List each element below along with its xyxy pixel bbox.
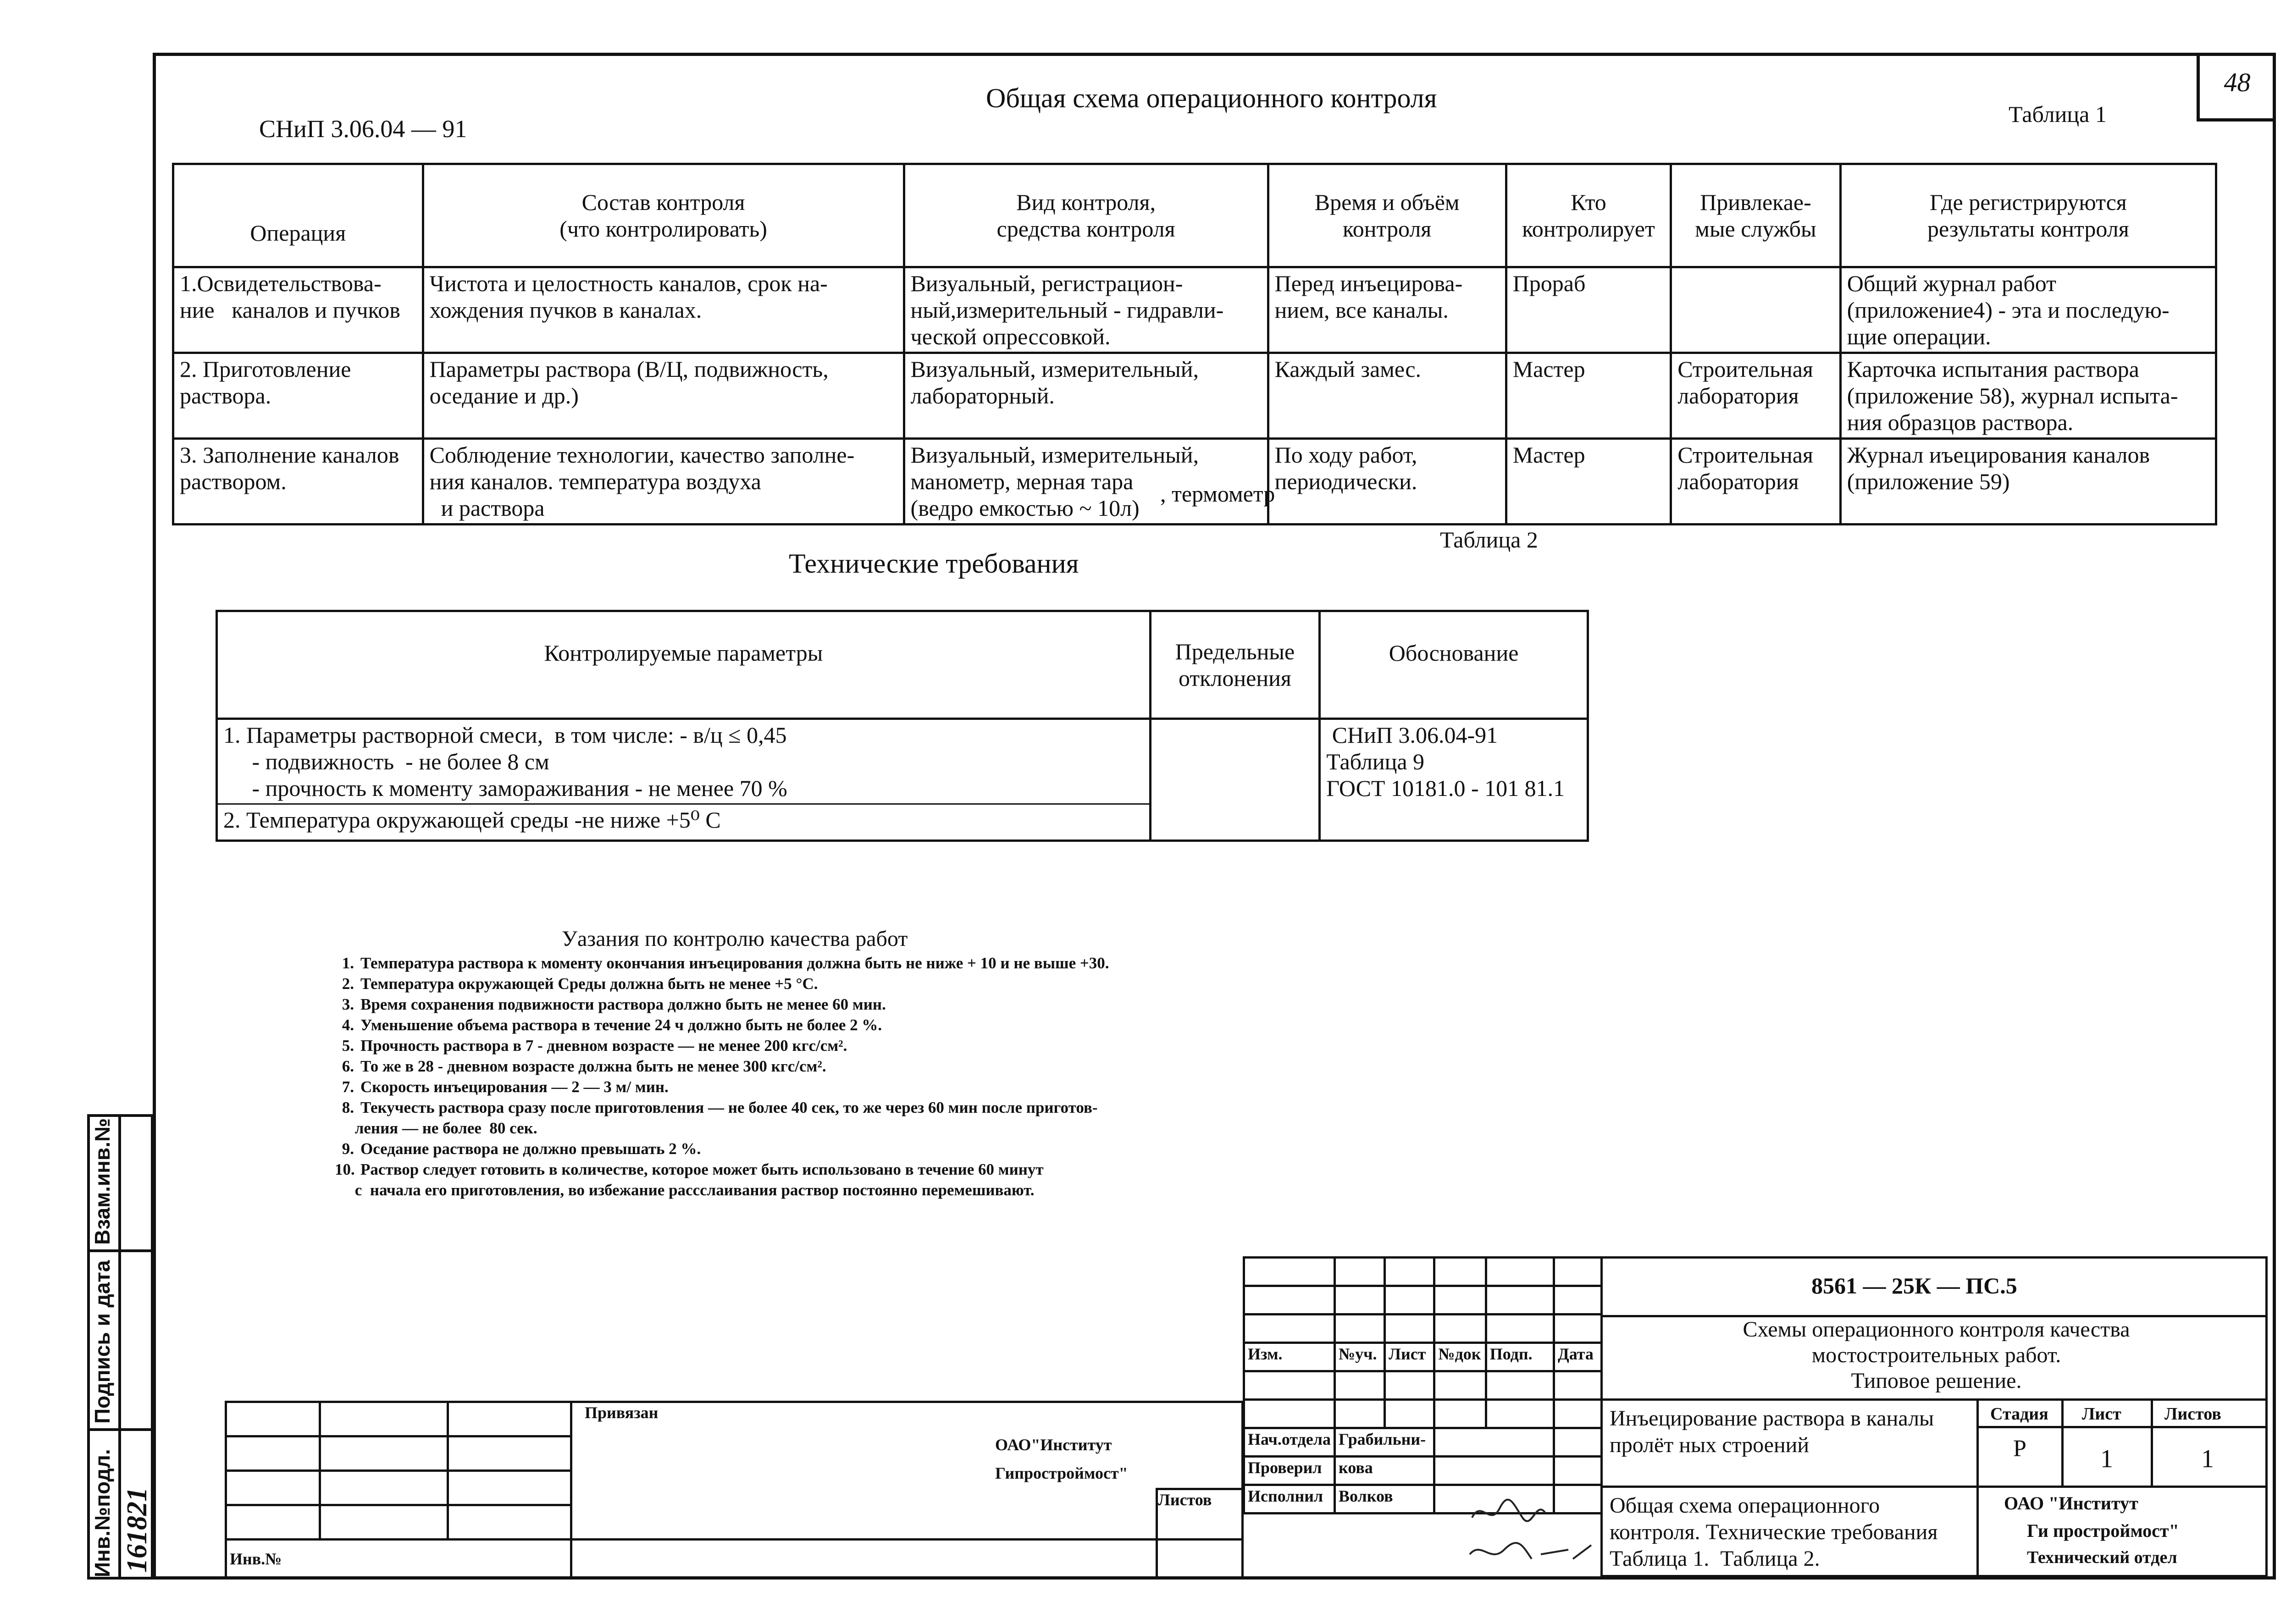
table-cell: Строительная лаборатория	[1671, 353, 1840, 439]
role-label: Исполнил	[1244, 1485, 1335, 1514]
sheets-small-label: Листов	[1158, 1491, 1212, 1509]
table-cell: По ходу работ, периодически.	[1268, 439, 1506, 525]
note-number: 4.	[342, 1016, 354, 1034]
revision-header-row	[1244, 1343, 1602, 1371]
divider	[87, 1249, 154, 1252]
table-cell: 2. Температура окружающей среды -не ниже +5⁰ С	[217, 804, 1151, 841]
org-line1: ОАО "Институт	[2004, 1493, 2138, 1514]
table-cell: Строительная лаборатория	[1671, 439, 1840, 525]
org-line3: Технический отдел	[2027, 1548, 2177, 1567]
table1-overflow-note: , термометр	[1160, 481, 1275, 507]
table1-header-cell: Где регистрируются результаты контроля	[1840, 164, 2216, 267]
sheet-label: Лист	[2082, 1404, 2121, 1424]
sheet-number: 48	[2197, 53, 2275, 122]
table-row	[173, 267, 2216, 353]
drawing-title: Общая схема операционного контроля. Технические требования Таблица 1. Таблица 2.	[1610, 1493, 1938, 1571]
table2-header-row	[217, 611, 1588, 719]
table-cell: Карточка испытания раствора (приложение 58), журнал испыта- ния образцов раствора.	[1840, 353, 2216, 439]
table-cell	[1150, 804, 1320, 841]
person-name: Грабильни-	[1334, 1428, 1434, 1457]
note-number: 9.	[342, 1140, 354, 1158]
table-cell: Прораб	[1506, 267, 1671, 353]
notes-title: Уазания по контролю качества работ	[562, 927, 908, 951]
note-item	[335, 973, 1298, 994]
table-cell	[1320, 804, 1588, 841]
bound-org: ОАО"Институт Гипростроймост"	[995, 1436, 1128, 1482]
divider	[1976, 1398, 1979, 1577]
note-item	[335, 1015, 1298, 1035]
note-number: 5.	[342, 1037, 354, 1055]
inv-podl-label: Инв.№подл.	[90, 1449, 114, 1577]
role-label: Нач.отдела	[1244, 1428, 1335, 1457]
table1-header-cell: Операция	[173, 164, 423, 267]
signature-row	[1244, 1457, 1602, 1485]
divider	[2061, 1398, 2064, 1486]
rev-header: Лист	[1385, 1343, 1434, 1371]
document-title: Схемы операционного контроля качества мостостроительных работ. Типовое решение.	[1743, 1317, 2130, 1393]
rev-header: №уч.	[1334, 1343, 1384, 1371]
note-text: Раствор следует готовить в количестве, которое может быть использовано в течение 60 минут с начала его приготовления, во избежание рассслаивания раствор постоянно перемешивают.	[354, 1160, 1044, 1199]
rev-header: Изм.	[1244, 1343, 1335, 1371]
table-cell: 1. Параметры растворной смеси, в том числе: - в/ц ≤ 0,45 - подвижность - не более 8 см - прочность к моменту замораживания - не менее 70 %	[217, 719, 1151, 804]
table-row	[173, 353, 2216, 439]
podpis-label: Подпись и дата	[90, 1260, 114, 1424]
technical-requirements-table	[216, 610, 1589, 842]
note-text: Прочность раствора в 7 - дневном возрасте — не менее 200 кгс/см².	[360, 1037, 847, 1055]
note-item	[335, 1035, 1298, 1056]
table2-title: Технические требования	[789, 548, 1079, 579]
note-number: 2.	[342, 975, 354, 993]
stage-value: Р	[2013, 1436, 2026, 1462]
table-cell: Общий журнал работ (приложение4) - эта и последую- щие операции.	[1840, 267, 2216, 353]
note-text: Текучесть раствора сразу после приготовления — не более 40 сек, то же через 60 мин после приготов- ления — не более 80 сек.	[354, 1099, 1098, 1137]
sheets-value: 1	[2201, 1445, 2214, 1473]
table-row	[217, 719, 1588, 804]
bound-cell	[571, 1402, 1243, 1540]
table1-header-cell: Кто контролирует	[1506, 164, 1671, 267]
signature	[1434, 1457, 1554, 1485]
table-cell: СНиП 3.06.04-91 Таблица 9 ГОСТ 10181.0 - 101 81.1	[1320, 719, 1588, 804]
table-cell: Соблюдение технологии, качество заполне- ния каналов. температура воздуха и раствора	[423, 439, 904, 525]
snip-code: СНиП 3.06.04 — 91	[259, 115, 467, 143]
bound-block	[225, 1401, 1244, 1580]
note-text: Температура окружающей Среды должна быть не менее +5 °С.	[360, 975, 818, 993]
table-cell: 3. Заполнение каналов раствором.	[173, 439, 423, 525]
rev-header: Подп.	[1486, 1343, 1554, 1371]
table-cell: Визуальный, измерительный, лабораторный.	[904, 353, 1268, 439]
document-code: 8561 — 25К — ПС.5	[1811, 1273, 2017, 1298]
note-item	[335, 1077, 1298, 1097]
table2-label: Таблица 2	[1440, 527, 1538, 552]
person-name: Волков	[1334, 1485, 1434, 1514]
table1-label: Таблица 1	[2009, 101, 2107, 127]
note-text: Температура раствора к моменту окончания инъецирования должна быть не ниже + 10 и не выше +30.	[360, 954, 1109, 972]
table1-header-cell: Состав контроля (что контролировать)	[423, 164, 904, 267]
vzam-label: Взам.инв.№	[90, 1118, 114, 1245]
note-item	[335, 1159, 1298, 1200]
note-number: 6.	[342, 1057, 354, 1075]
table2-header-cell: Обоснование	[1320, 611, 1588, 719]
note-item	[335, 953, 1298, 973]
org-line2: Ги простроймост"	[2027, 1520, 2179, 1541]
table-cell: 2. Приготовление раствора.	[173, 353, 423, 439]
note-item	[335, 1138, 1298, 1159]
note-text: То же в 28 - дневном возрасте должна быть не менее 300 кгс/см².	[360, 1057, 826, 1075]
note-number: 1.	[342, 954, 354, 972]
rev-header: №док	[1434, 1343, 1486, 1371]
divider	[1976, 1426, 2268, 1428]
divider	[87, 1428, 154, 1431]
note-text: Уменьшение объема раствора в течение 24 ч должно быть не более 2 %.	[360, 1016, 882, 1034]
note-number: 3.	[342, 995, 354, 1013]
inv-label: Инв.№	[226, 1540, 571, 1579]
inv-value: 161821	[122, 1487, 153, 1573]
note-item	[335, 1097, 1298, 1138]
note-number: 8.	[342, 1099, 354, 1116]
note-item	[335, 1056, 1298, 1077]
table-cell: Каждый замес.	[1268, 353, 1506, 439]
note-text: Скорость инъецирования — 2 — 3 м/ мин.	[360, 1078, 669, 1096]
table-cell: Визуальный, измерительный, манометр, мерная тара (ведро емкостью ~ 10л)	[904, 439, 1268, 525]
note-text: Оседание раствора не должно превышать 2 %.	[360, 1140, 701, 1158]
table-row	[217, 804, 1588, 841]
handwritten-signatures	[1463, 1490, 1600, 1582]
operational-control-table	[172, 163, 2217, 525]
bound-label: Привязан	[585, 1403, 659, 1422]
table-cell: Параметры раствора (В/Ц, подвижность, оседание и др.)	[423, 353, 904, 439]
table1-header-row	[173, 164, 2216, 267]
note-number: 7.	[342, 1078, 354, 1096]
signature-row	[1244, 1428, 1602, 1457]
rev-header: Дата	[1554, 1343, 1601, 1371]
table-cell: Мастер	[1506, 439, 1671, 525]
table-cell	[1671, 267, 1840, 353]
table1-header-cell: Вид контроля, средства контроля	[904, 164, 1268, 267]
divider	[1600, 1486, 2268, 1488]
table-cell: Чистота и целостность каналов, срок на- хождения пучков в каналах.	[423, 267, 904, 353]
person-name: кова	[1334, 1457, 1434, 1485]
signature	[1434, 1428, 1554, 1457]
table1-header-cell: Время и объём контроля	[1268, 164, 1506, 267]
sheet-value: 1	[2100, 1445, 2113, 1473]
revision-grid	[1243, 1256, 1603, 1514]
table-cell: Визуальный, регистрацион- ный,измерительный - гидравли- ческой опрессовкой.	[904, 267, 1268, 353]
table-cell: 1.Освидетельствова- ние каналов и пучков	[173, 267, 423, 353]
table1-header-cell: Привлекае- мые службы	[1671, 164, 1840, 267]
table-cell: Перед инъецирова- нием, все каналы.	[1268, 267, 1506, 353]
note-item	[335, 994, 1298, 1015]
table-cell	[1150, 719, 1320, 804]
page-title: Общая схема операционного контроля	[986, 83, 1437, 113]
table2-header-cell: Контролируемые параметры	[217, 611, 1151, 719]
divider	[1600, 1398, 2268, 1401]
role-label: Проверил	[1244, 1457, 1335, 1485]
object-title: Инъецирование раствора в каналы пролёт ных строений	[1610, 1406, 1934, 1457]
table2-header-cell: Предельные отклонения	[1150, 611, 1320, 719]
table-cell: Мастер	[1506, 353, 1671, 439]
stage-label: Стадия	[1990, 1404, 2048, 1424]
divider	[2151, 1398, 2153, 1486]
note-number: 10.	[335, 1160, 355, 1178]
sheets-label: Листов	[2164, 1404, 2221, 1424]
note-text: Время сохранения подвижности раствора должно быть не менее 60 мин.	[360, 995, 886, 1013]
table-cell: Журнал иъецирования каналов (приложение 59)	[1840, 439, 2216, 525]
